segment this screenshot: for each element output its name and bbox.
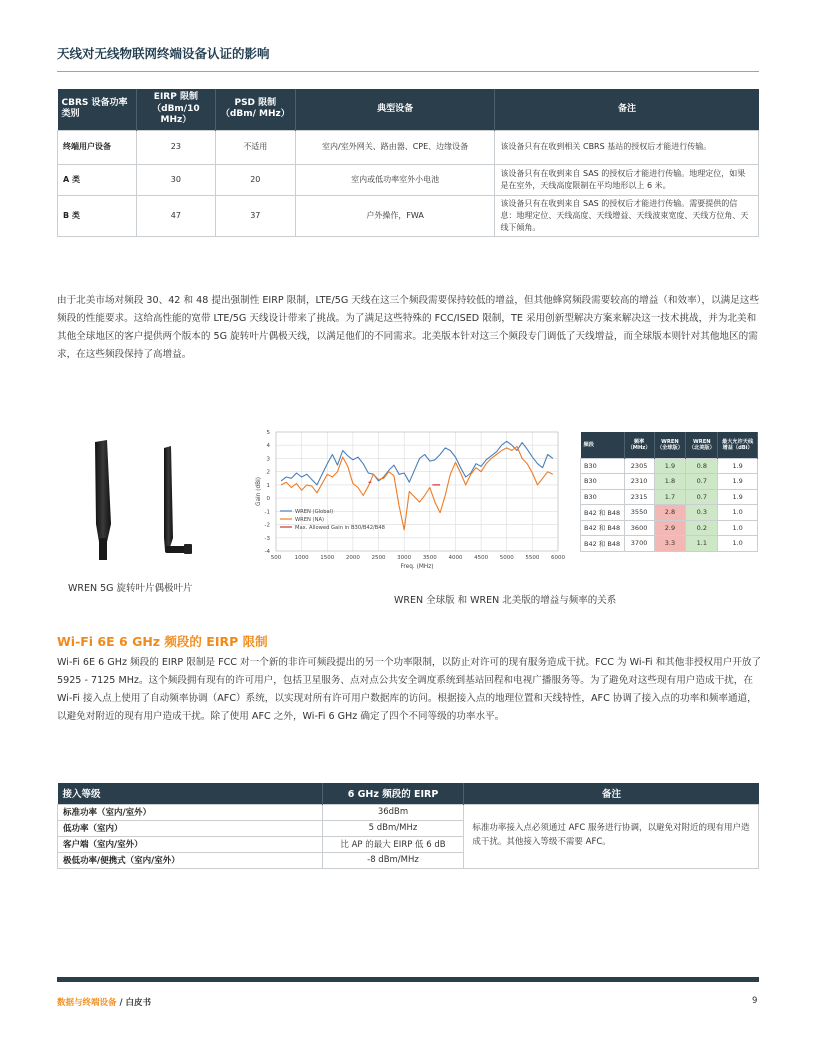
gain-band: B42 和 B48 [581,536,625,552]
table-row [581,458,758,474]
cbrs-category: 终端用户设备 [58,130,137,164]
gain-global: 3.3 [654,536,686,552]
x-tick-label: 2500 [371,555,386,561]
gain-header-na: WREN（北美版） [686,432,718,458]
cbrs-note: 该设备只有在收到来自 SAS 的授权后才能进行传输。需要提供的信息：地理定位、天线高度、天线增益、天线波束宽度、天线方位角、天线下倾角。 [495,195,759,236]
legend-label: WREN (NA) [295,517,325,523]
table-row [581,489,758,505]
access-level: 标准功率（室内/室外） [58,804,323,820]
footer-doc-type: 白皮书 [125,998,152,1008]
footer-separator: / [116,998,126,1008]
gain-global: 1.8 [654,474,686,490]
table-row [58,130,759,164]
table-row [58,164,759,195]
y-tick-label: -3 [264,535,270,542]
gain-band: B42 和 B48 [581,520,625,536]
gain-max: 1.0 [718,505,758,521]
y-axis-label: Gain (dBi) [256,477,262,506]
gain-max: 1.0 [718,536,758,552]
gain-global: 2.9 [654,520,686,536]
gain-header-freq: 频率（MHz） [624,432,654,458]
legend-label: Max. Allowed Gain in B30/B42/B48 [295,525,385,531]
y-tick-label: 3 [266,456,270,463]
y-tick-label: 2 [266,469,270,476]
section-heading: Wi-Fi 6E 6 GHz 频段的 EIRP 限制 [57,634,268,649]
body-paragraph-2: Wi-Fi 6E 6 GHz 频段的 EIRP 限制是 FCC 对一个新的非许可频段提出的另一个功率限制，以防止对许可的现有服务造成干扰。FCC 为 Wi-Fi 和其他非授权用户开放了 5925 - 7125 MHz。这个频段拥有现有的许可用户，包括卫星服务、点对点公共安全调度系统到基站回程和电视广播服务等。为了避免对这些现有用户造成干扰，在 Wi-Fi 接入点上使用了自动频率协调（AFC）系统，以实现对所有许可用户数据库的访问。根据接入点的地理位置和天线特性，AFC 协调了接入点的功率和频率通道，以避免对附近的现有用户造成干扰。除了使用 AFC 之外，Wi-Fi 6 GHz 确定了四个不同等级的功率水平。 [57,657,762,722]
gain-na: 0.3 [686,505,718,521]
access-header-eirp: 6 GHz 频段的 EIRP [322,783,464,804]
table-row [581,536,758,552]
table-row [58,804,759,820]
footer-bar [57,977,759,982]
cbrs-psd: 20 [215,164,295,195]
cbrs-psd: 不适用 [215,130,295,164]
access-level: 极低功率/便携式（室内/室外） [58,852,323,868]
gain-global: 1.9 [654,458,686,474]
gain-header-global: WREN（全球版） [654,432,686,458]
y-tick-label: 1 [266,482,270,489]
access-level: 低功率（室内） [58,820,323,836]
table-row [581,474,758,490]
series-line-global [281,441,553,485]
cbrs-header-note: 备注 [495,89,759,130]
cbrs-header-psd: PSD 限制（dBm/ MHz） [215,89,295,130]
gain-band: B30 [581,458,625,474]
access-eirp: 36dBm [322,804,464,820]
gain-na: 0.7 [686,474,718,490]
gain-band: B30 [581,489,625,505]
antenna-illustration [85,438,215,563]
gain-table [580,432,758,552]
y-tick-label: -1 [264,509,270,516]
gain-max: 1.9 [718,458,758,474]
gain-freq: 2305 [624,458,654,474]
cbrs-eirp: 23 [136,130,215,164]
table-row [58,195,759,236]
gain-global: 2.8 [654,505,686,521]
gain-max: 1.9 [718,489,758,505]
y-tick-label: 0 [266,496,270,503]
gain-freq: 2310 [624,474,654,490]
footer-label [57,996,151,1008]
x-tick-label: 5500 [525,555,540,561]
access-header-level: 接入等级 [58,783,323,804]
gain-na: 1.1 [686,536,718,552]
footer-category: 数据与终端设备 [57,998,117,1008]
x-tick-label: 1000 [294,555,309,561]
gain-band: B30 [581,474,625,490]
x-tick-label: 1500 [320,555,335,561]
access-eirp: 比 AP 的最大 EIRP 低 6 dB [322,836,464,852]
gain-global: 1.7 [654,489,686,505]
x-tick-label: 6000 [551,555,565,561]
y-tick-label: 5 [266,430,270,436]
gain-freq: 3600 [624,520,654,536]
x-tick-label: 5000 [499,555,514,561]
cbrs-category: A 类 [58,164,137,195]
x-tick-label: 2000 [345,555,360,561]
page-title: 天线对无线物联网终端设备认证的影响 [57,46,270,61]
gain-freq: 2315 [624,489,654,505]
x-tick-label: 4500 [474,555,489,561]
x-axis-label: Freq. (MHz) [400,564,434,570]
cbrs-devices: 户外操作，FWA [295,195,495,236]
access-header-note: 备注 [464,783,759,804]
cbrs-eirp: 30 [136,164,215,195]
cbrs-eirp: 47 [136,195,215,236]
gain-na: 0.7 [686,489,718,505]
gain-chart [246,426,571,576]
x-tick-label: 3500 [422,555,437,561]
chart-caption: WREN 全球版 和 WREN 北美版的增益与频率的关系 [394,595,617,606]
gain-freq: 3550 [624,505,654,521]
table-row [581,520,758,536]
body-paragraph-1: 由于北美市场对频段 30、42 和 48 提出强制性 EIRP 限制，LTE/5G 天线在这三个频段需要保持较低的增益，但其他蜂窝频段需要较高的增益（和效率），以满足这些频段的性能要求。这给高性能的宽带 LTE/5G 天线设计带来了挑战。为了满足这些特殊的 FCC/ISED 限制，TE 采用创新型解决方案来解决这一技术挑战，并为北美和其他全球地区的客户提供两个版本的 5G 旋转叶片偶极天线，以满足他们的不同需求。北美版本针对这三个频段专门调低了天线增益，而全球版本则针对其他地区的需求，在这些频段保持了高增益。 [57,295,760,360]
gain-header-band: 频段 [581,432,625,458]
gain-band: B42 和 B48 [581,505,625,521]
legend-label: WREN (Global) [295,509,334,515]
chart-legend [280,509,385,531]
cbrs-header-eirp: EIRP 限制（dBm/10 MHz） [136,89,215,130]
cbrs-psd: 37 [215,195,295,236]
gain-freq: 3700 [624,536,654,552]
gain-na: 0.2 [686,520,718,536]
cbrs-category: B 类 [58,195,137,236]
x-tick-label: 3000 [397,555,412,561]
cbrs-note: 该设备只有在收到来自 SAS 的授权后才能进行传输。地理定位，如果是在室外，天线高度限制在平均地形以上 6 米。 [495,164,759,195]
cbrs-devices: 室内/室外网关、路由器、CPE、边缘设备 [295,130,495,164]
cbrs-table [57,89,759,237]
antenna-side-icon [164,446,192,554]
antenna-caption: WREN 5G 旋转叶片偶极叶片 [68,583,193,594]
y-tick-label: -4 [264,549,270,555]
y-tick-label: 4 [266,443,270,450]
table-row [581,505,758,521]
access-eirp: -8 dBm/MHz [322,852,464,868]
gain-header-max: 最大允许天线增益（dBi） [718,432,758,458]
antenna-front-icon [95,440,111,560]
cbrs-devices: 室内或低功率室外小电池 [295,164,495,195]
gain-max: 1.0 [718,520,758,536]
page-number: 9 [752,996,758,1006]
x-tick-label: 4000 [448,555,463,561]
x-tick-label: 500 [270,555,282,561]
cbrs-note: 该设备只有在收到相关 CBRS 基站的授权后才能进行传输。 [495,130,759,164]
title-divider [57,71,759,72]
access-eirp: 5 dBm/MHz [322,820,464,836]
access-level: 客户端（室内/室外） [58,836,323,852]
gain-na: 0.8 [686,458,718,474]
cbrs-header-category: CBRS 设备功率类别 [58,89,137,130]
access-table [57,783,759,869]
y-tick-label: -2 [264,522,270,529]
gain-max: 1.9 [718,474,758,490]
access-note: 标准功率接入点必须通过 AFC 服务进行协调，以避免对附近的现有用户造成干扰。其他接入等级不需要 AFC。 [464,804,759,868]
cbrs-header-devices: 典型设备 [295,89,495,130]
